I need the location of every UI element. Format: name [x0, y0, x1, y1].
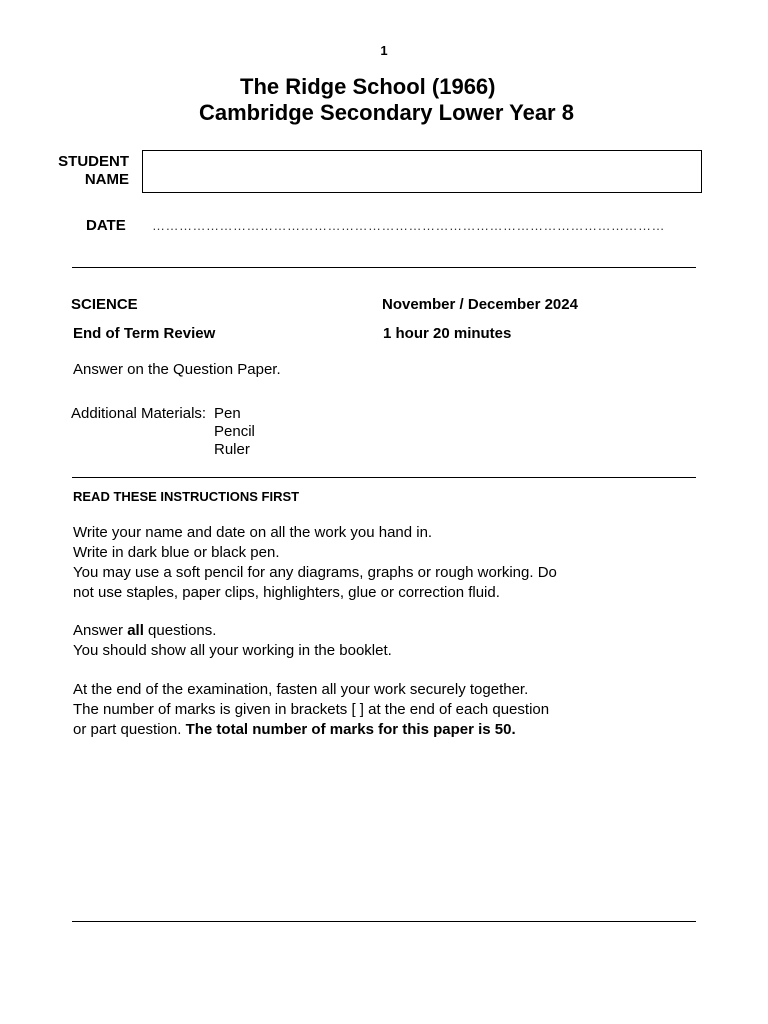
total-marks-statement: The total number of marks for this paper is 50. — [185, 721, 516, 738]
instruction-line — [73, 720, 549, 740]
instruction-line: not use staples, paper clips, highlighters, glue or correction fluid. — [73, 584, 500, 601]
answer-prefix: Answer — [73, 622, 128, 639]
instruction-line: At the end of the examination, fasten all your work securely together. — [73, 681, 529, 698]
instruction-line: You may use a soft pencil for any diagrams, graphs or rough working. Do — [73, 564, 557, 581]
materials-list — [214, 405, 255, 459]
materials-label: Additional Materials: — [71, 405, 207, 422]
student-name-label — [40, 153, 129, 189]
divider-bottom — [72, 921, 696, 922]
instructions-paragraph-1 — [73, 523, 557, 603]
marks-prefix: or part question. — [73, 721, 186, 738]
instruction-line: Write in dark blue or black pen. — [73, 544, 280, 561]
duration: 1 hour 20 minutes — [383, 325, 512, 342]
school-title: The Ridge School (1966) — [240, 74, 496, 99]
instruction-line — [73, 621, 392, 641]
material-item: Pencil — [214, 423, 255, 440]
page-number: 1 — [380, 43, 388, 58]
paper-title: End of Term Review — [73, 325, 216, 342]
material-item: Pen — [214, 405, 241, 422]
divider-top — [72, 267, 696, 268]
answer-all-emphasis: all — [127, 622, 144, 639]
instructions-paragraph-3 — [73, 680, 549, 740]
instructions-paragraph-2 — [73, 621, 392, 661]
material-item: Ruler — [214, 441, 250, 458]
date-field[interactable]: …………………………………………………………………………………………………… — [152, 218, 665, 233]
answer-note: Answer on the Question Paper. — [73, 361, 281, 378]
instructions-heading: READ THESE INSTRUCTIONS FIRST — [73, 489, 300, 504]
answer-suffix: questions. — [143, 622, 217, 639]
instruction-line: The number of marks is given in brackets [ ] at the end of each question — [73, 701, 550, 718]
instruction-line: You should show all your working in the booklet. — [73, 642, 392, 659]
student-name-field[interactable] — [142, 150, 702, 193]
student-label-line2: NAME — [84, 171, 129, 188]
student-label-line1: STUDENT — [58, 153, 129, 170]
subject: SCIENCE — [71, 296, 138, 313]
exam-session: November / December 2024 — [382, 296, 578, 313]
programme-title: Cambridge Secondary Lower Year 8 — [199, 100, 574, 125]
divider-middle — [72, 477, 696, 478]
instruction-line: Write your name and date on all the work you hand in. — [73, 524, 433, 541]
date-label: DATE — [86, 217, 126, 234]
